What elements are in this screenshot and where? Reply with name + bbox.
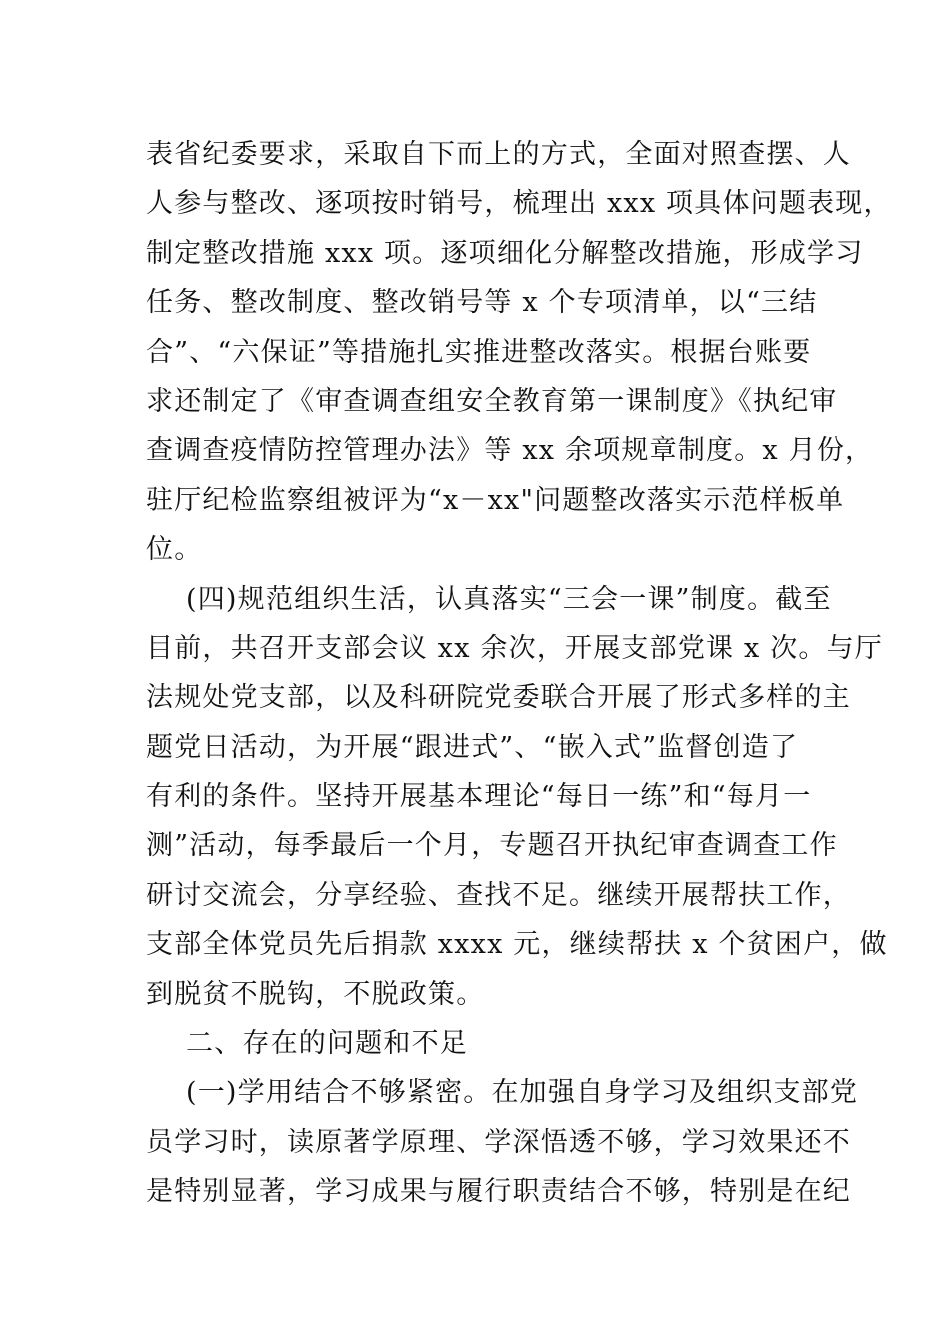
text-line: 法规处党支部，以及科研院党委联合开展了形式多样的主 [146, 682, 851, 714]
text-line: 制定整改措施 xxx 项。逐项细化分解整改措施，形成学习 [146, 237, 864, 269]
text-line: 有利的条件。坚持开展基本理论“每日一练”和“每月一 [146, 781, 812, 813]
text-line: (四)规范组织生活，认真落实“三会一课”制度。截至 [186, 583, 832, 615]
text-line: 研讨交流会，分享经验、查找不足。继续开展帮扶工作， [146, 879, 851, 911]
text-line: 人参与整改、逐项按时销号，梳理出 xxx 项具体问题表现， [146, 188, 892, 220]
text-line: 表省纪委要求，采取自下而上的方式，全面对照查摆、人 [146, 139, 851, 170]
text-line: 题党日活动，为开展“跟进式”、“嵌入式”监督创造了 [146, 731, 799, 763]
text-line: 求还制定了《审查调查组安全教育第一课制度》《执纪审 [146, 385, 838, 417]
text-line: (一)学用结合不够紧密。在加强自身学习及组织支部党 [186, 1077, 859, 1109]
text-line: 支部全体党员先后捐款 xxxx 元，继续帮扶 x 个贫困户，做 [146, 929, 888, 961]
text-line: 测”活动，每季最后一个月，专题召开执纪审查调查工作 [146, 830, 838, 862]
text-line: 目前，共召开支部会议 xx 余次，开展支部党课 x 次。与厅 [146, 632, 884, 664]
text-line: 任务、整改制度、整改销号等 x 个专项清单，以“三结 [146, 287, 818, 319]
text-line: 是特别显著，学习成果与履行职责结合不够，特别是在纪 [146, 1176, 851, 1208]
text-line: 合”、“六保证”等措施扎实推进整改落实。根据台账要 [146, 336, 812, 368]
text-line: 驻厅纪检监察组被评为“x－xx"问题整改落实示范样板单 [146, 484, 845, 516]
text-line: 员学习时，读原著学原理、学深悟透不够，学习效果还不 [146, 1126, 851, 1158]
text-line: 位。 [146, 534, 203, 566]
text-line: 二、存在的问题和不足 [186, 1028, 468, 1060]
document-body [146, 130, 892, 1217]
text-line: 查调查疫情防控管理办法》等 xx 余项规章制度。x 月份， [146, 435, 874, 467]
text-line: 到脱贫不脱钩，不脱政策。 [146, 978, 485, 1010]
